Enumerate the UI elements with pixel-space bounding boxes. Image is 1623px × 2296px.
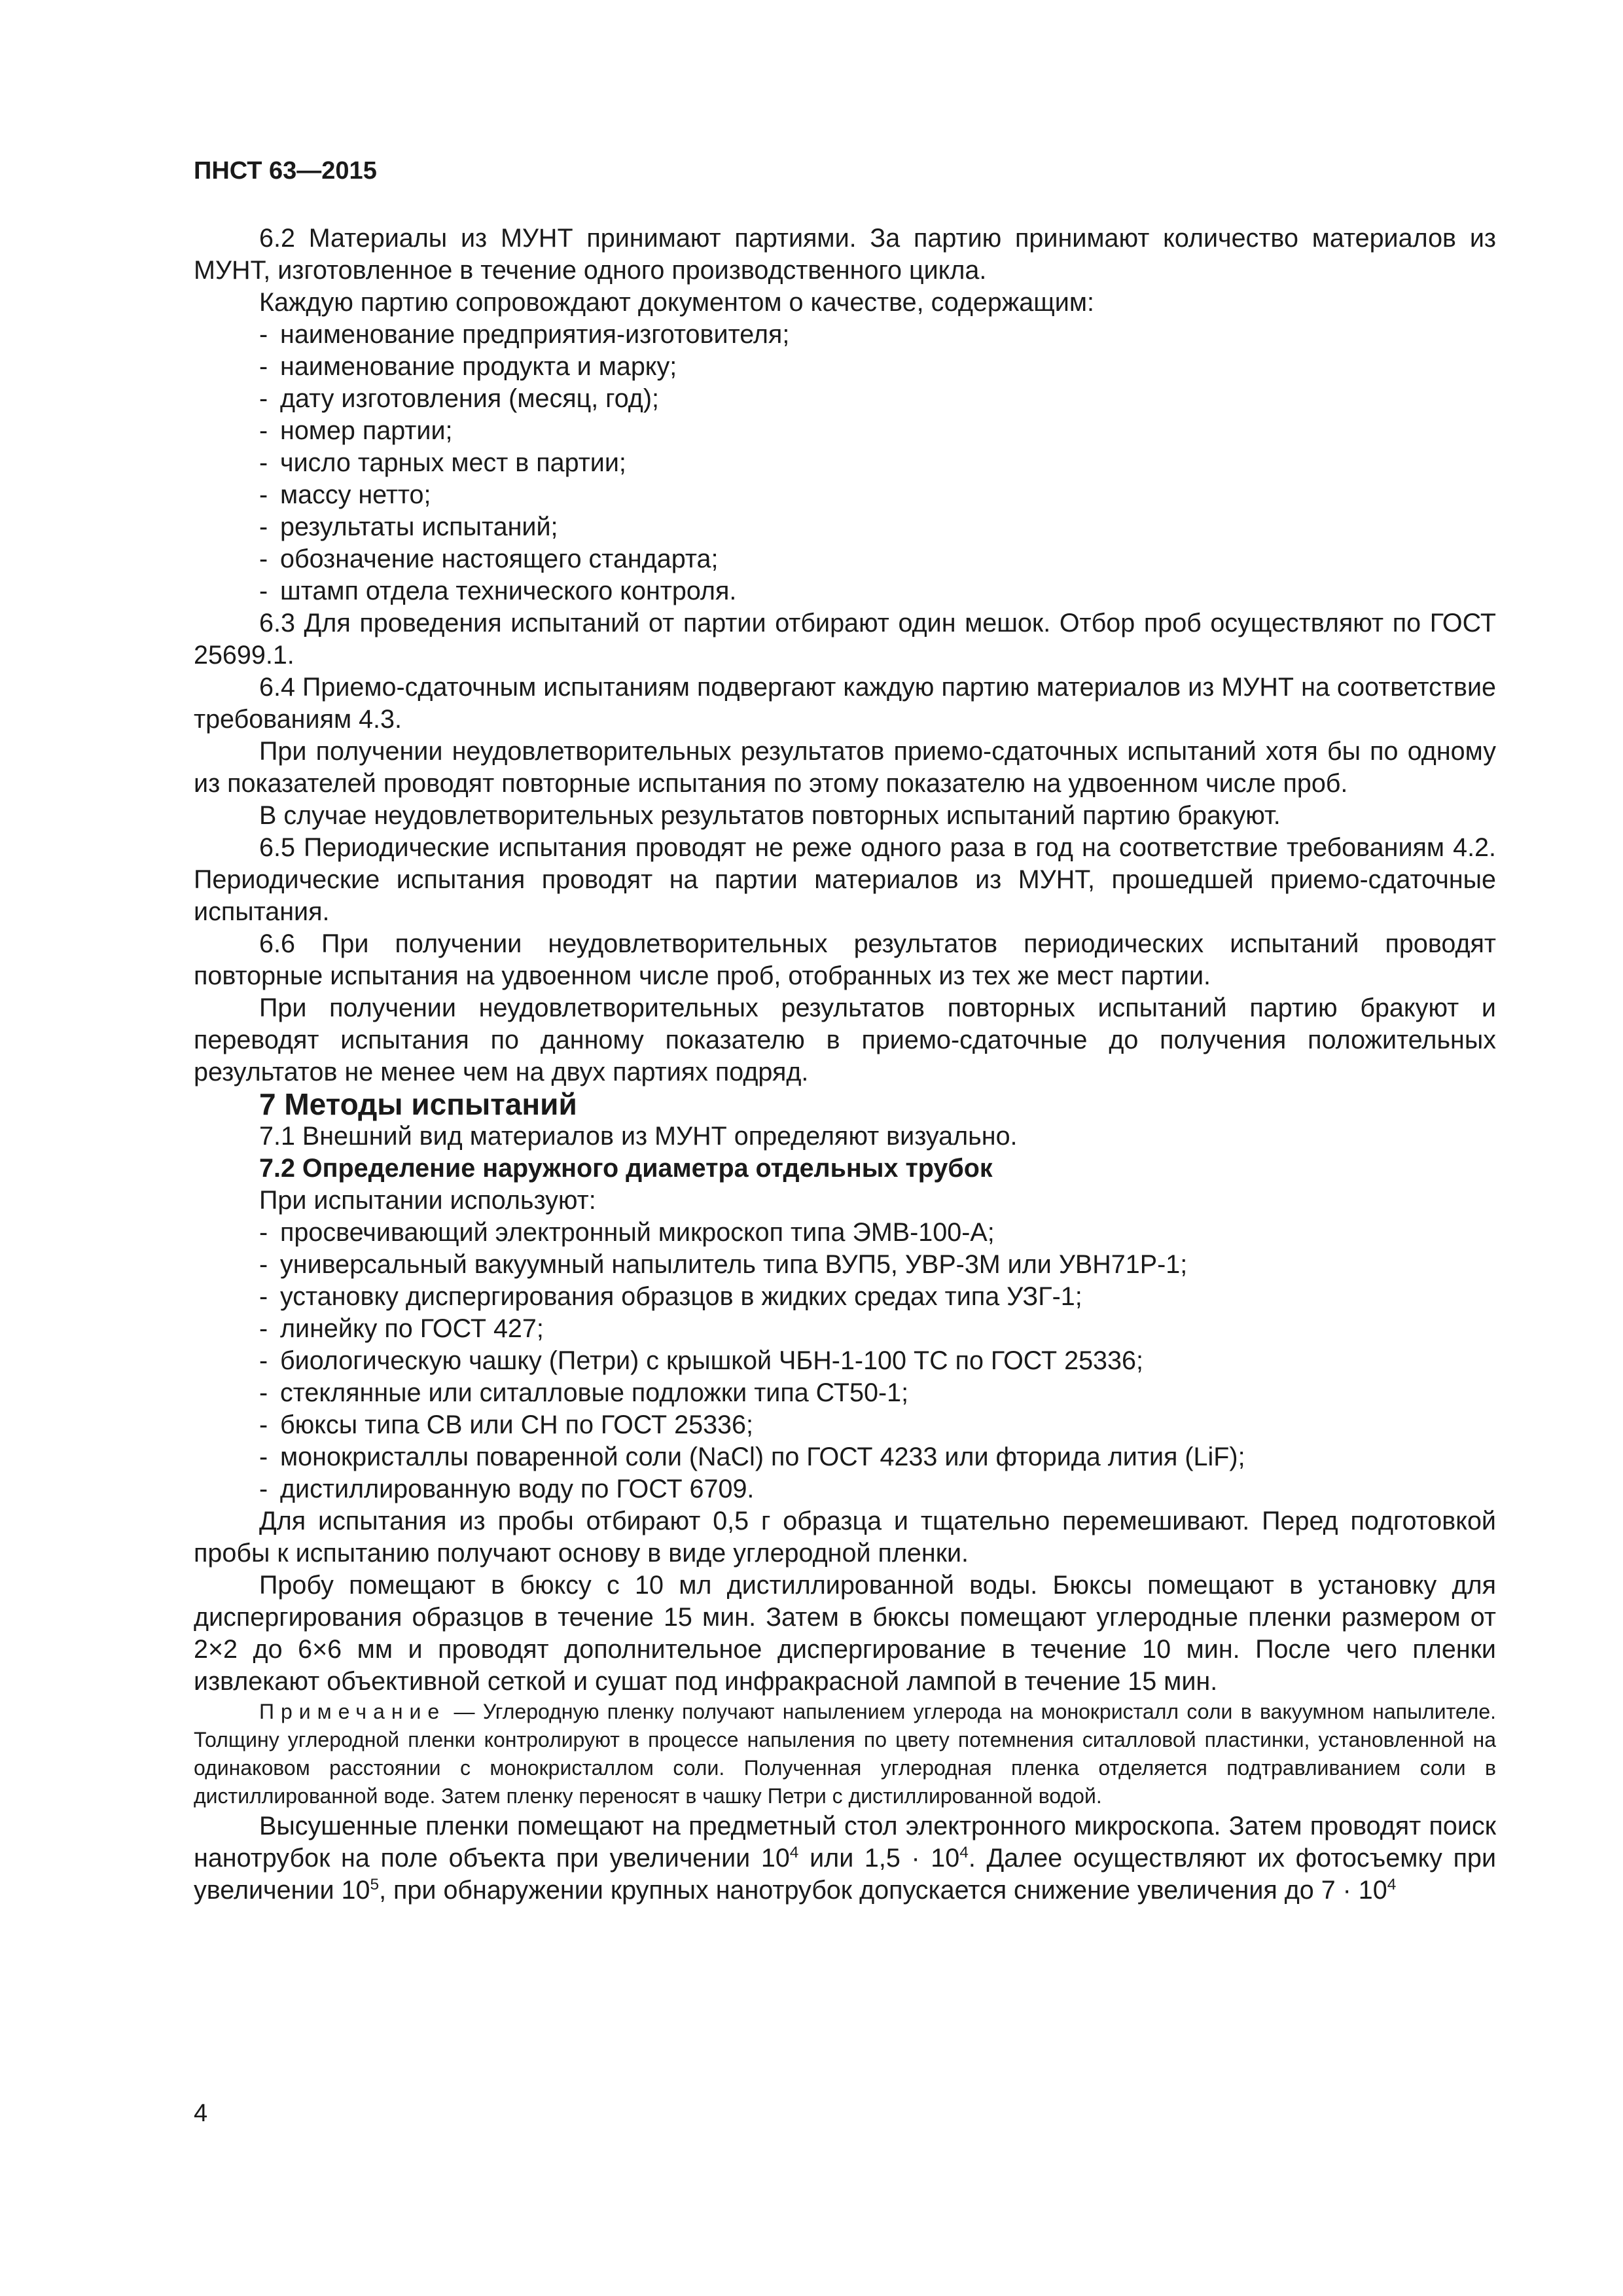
list-item: - наименование предприятия-изготовителя; bbox=[259, 319, 1496, 351]
list-item: - массу нетто; bbox=[259, 479, 1496, 511]
list-item: - дистиллированную воду по ГОСТ 6709. bbox=[259, 1473, 1496, 1505]
equipment-list bbox=[194, 1217, 1496, 1505]
list-item: - линейку по ГОСТ 427; bbox=[259, 1313, 1496, 1345]
paragraph-7-2-dispersion: Пробу помещают в бюксу с 10 мл дистиллированной воды. Бюксы помещают в установку для диспергирования образцов в течение 15 мин. Затем в бюксы помещают углеродные пленки размером от 2×2 до 6×6 мм и проводят дополнительное диспергирование в течение 10 мин. После чего пленки извлекают объективной сеткой и сушат под инфракрасной лампой в течение 15 мин. bbox=[194, 1571, 1496, 1696]
paragraph-7-1: 7.1 Внешний вид материалов из МУНТ определяют визуально. bbox=[259, 1122, 1018, 1151]
note-text: — Углеродную пленку получают напылением углерода на монокристалл соли в вакуумном напылителе. Толщину углеродной пленки контролируют в процессе напыления по цвету потемнения ситалловой пластинки, установленной на одинаковом расстоянии с монокристаллом соли. Полученная углеродная пленка отделяется подтравливанием соли в дистиллированной воде. Затем пленку переносят в чашку Петри с дистиллированной водой. bbox=[194, 1700, 1496, 1808]
note-label: Примечание bbox=[259, 1700, 446, 1723]
list-item: - просвечивающий электронный микроскоп типа ЭМВ-100-А; bbox=[259, 1217, 1496, 1249]
list-item: - биологическую чашку (Петри) с крышкой ЧБН-1-100 ТС по ГОСТ 25336; bbox=[259, 1345, 1496, 1377]
section-7-heading: 7 Методы испытаний bbox=[259, 1087, 577, 1121]
paragraph-6-4-retest: При получении неудовлетворительных результатов приемо-сдаточных испытаний хотя бы по одному из показателей проводят повторные испытания по этому показателю на удвоенном числе проб. bbox=[194, 737, 1496, 798]
list-item: - установку диспергирования образцов в жидких средах типа УЗГ-1; bbox=[259, 1281, 1496, 1313]
paragraph-6-4: 6.4 Приемо-сдаточным испытаниям подвергают каждую партию материалов из МУНТ на соответствие требованиям 4.3. bbox=[194, 673, 1496, 734]
list-item: - монокристаллы поваренной соли (NaCl) по ГОСТ 4233 или фторида лития (LiF); bbox=[259, 1441, 1496, 1473]
paragraph-7-2-sample: Для испытания из пробы отбирают 0,5 г образца и тщательно перемешивают. Перед подготовкой пробы к испытанию получают основу в виде углеродной пленки. bbox=[194, 1507, 1496, 1568]
list-item: - обозначение настоящего стандарта; bbox=[259, 543, 1496, 575]
paragraph-7-2-intro: При испытании используют: bbox=[259, 1186, 596, 1215]
paragraph-6-6: 6.6 При получении неудовлетворительных результатов периодических испытаний проводят повторные испытания на удвоенном числе проб, отобранных из тех же мест партии. bbox=[194, 929, 1496, 990]
paragraph-6-6-repeat: При получении неудовлетворительных результатов повторных испытаний партию бракуют и переводят испытания по данному показателю в приемо-сдаточные до получения положительных результатов не менее чем на двух партиях подряд. bbox=[194, 994, 1496, 1086]
paragraph-7-2-microscope: Высушенные пленки помещают на предметный стол электронного микроскопа. Затем проводят поиск нанотрубок на поле объекта при увеличении $10^4$ или $1,5 \cdot 10^4$. Далее осуществляют их фотосъемку при увеличении $10^5$, при обнаружении крупных нанотрубок допускается снижение увеличения до $7 \cdot 10^4$ bbox=[194, 1812, 1497, 1905]
list-item: - штамп отдела технического контроля. bbox=[259, 575, 1496, 607]
paragraph-6-4-reject: В случае неудовлетворительных результатов повторных испытаний партию бракуют. bbox=[259, 801, 1281, 830]
page-number: 4 bbox=[194, 2100, 208, 2127]
list-item: - номер партии; bbox=[259, 415, 1496, 447]
list-item: - универсальный вакуумный напылитель типа ВУП5, УВР-3М или УВН71Р-1; bbox=[259, 1249, 1496, 1281]
list-item: - стеклянные или ситалловые подложки типа СТ50-1; bbox=[259, 1377, 1496, 1409]
paragraph-6-2-intro: Каждую партию сопровождают документом о качестве, содержащим: bbox=[259, 288, 1094, 317]
document-body bbox=[194, 223, 1496, 1907]
subsection-7-2-heading: 7.2 Определение наружного диаметра отдельных трубок bbox=[259, 1154, 993, 1183]
list-item: - результаты испытаний; bbox=[259, 511, 1496, 543]
paragraph-6-5: 6.5 Периодические испытания проводят не реже одного раза в год на соответствие требованиям 4.2. Периодические испытания проводят на партии материалов из МУНТ, прошедшей приемо-сдаточные испытания. bbox=[194, 833, 1496, 926]
list-item: - наименование продукта и марку; bbox=[259, 351, 1496, 383]
paragraph-6-3: 6.3 Для проведения испытаний от партии отбирают один мешок. Отбор проб осуществляют по ГОСТ 25699.1. bbox=[194, 609, 1496, 670]
list-item: - дату изготовления (месяц, год); bbox=[259, 383, 1496, 415]
document-header: ПНСТ 63—2015 bbox=[194, 157, 377, 185]
note bbox=[194, 1698, 1496, 1810]
paragraph-6-2: 6.2 Материалы из МУНТ принимают партиями. За партию принимают количество материалов из МУНТ, изготовленное в течение одного производственного цикла. bbox=[194, 224, 1496, 285]
quality-document-list bbox=[194, 319, 1496, 607]
list-item: - число тарных мест в партии; bbox=[259, 447, 1496, 479]
list-item: - бюксы типа СВ или СН по ГОСТ 25336; bbox=[259, 1409, 1496, 1441]
